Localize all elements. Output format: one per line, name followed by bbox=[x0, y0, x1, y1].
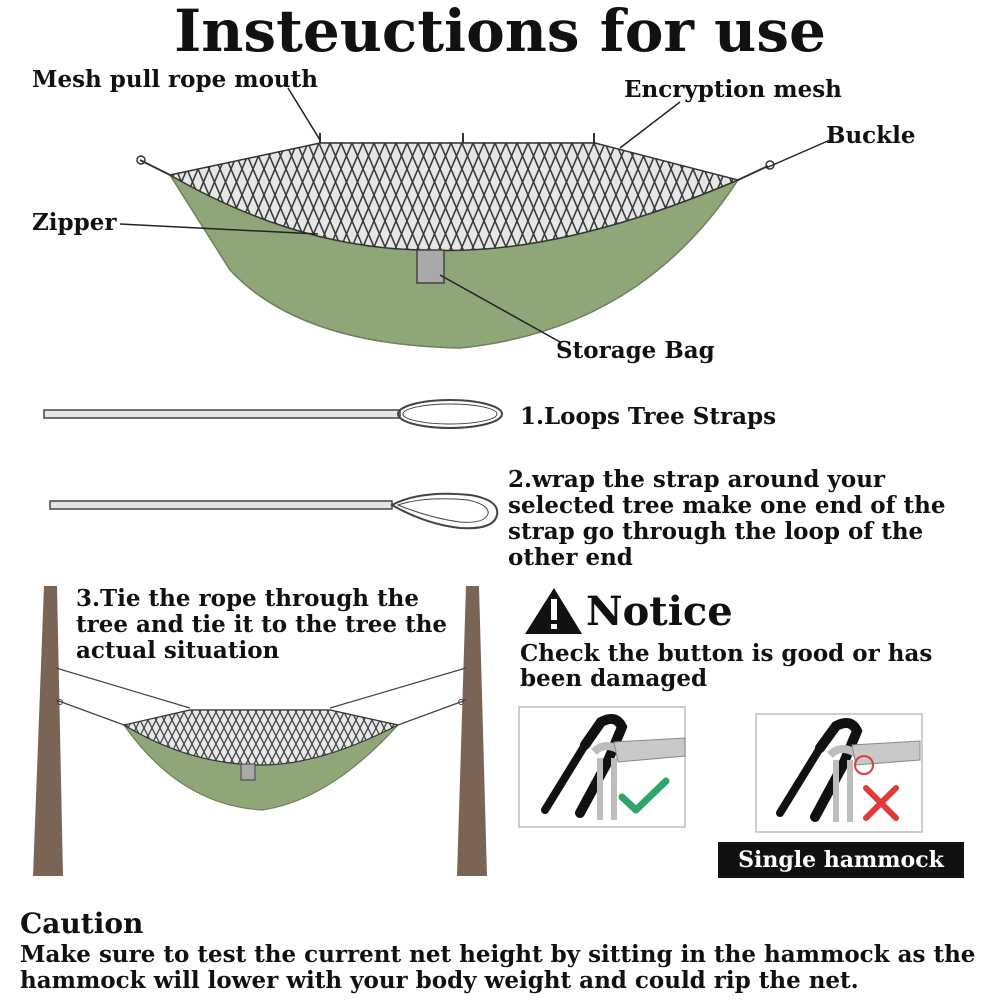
step-3-text: 3.Tie the rope through the tree and tie it to the tree the actual situation bbox=[76, 585, 448, 664]
warning-icon bbox=[525, 588, 582, 634]
notice-title: Notice bbox=[586, 588, 733, 635]
step1-strap bbox=[44, 400, 502, 428]
step-1-text: 1.Loops Tree Straps bbox=[520, 403, 777, 430]
caution-text: Make sure to test the current net height by sitting in the hammock as the hammock will lower with your body weight and could rip the net. bbox=[20, 941, 976, 994]
label-buckle: Buckle bbox=[826, 122, 916, 149]
step2-strap bbox=[50, 494, 497, 528]
caution-title: Caution bbox=[20, 907, 144, 940]
step-2-text: 2.wrap the strap around your selected tree make one end of the strap go through the loop of the other end bbox=[508, 466, 946, 571]
main-hammock bbox=[137, 133, 774, 348]
carabiner-good-panel bbox=[519, 707, 685, 827]
notice-text: Check the button is good or has been damaged bbox=[520, 640, 933, 692]
label-zipper: Zipper bbox=[32, 209, 117, 236]
label-storage-bag: Storage Bag bbox=[556, 337, 715, 364]
page-title: Insteuctions for use bbox=[174, 0, 826, 65]
label-mesh-pull-rope-mouth: Mesh pull rope mouth bbox=[32, 66, 318, 93]
single-hammock-badge: Single hammock bbox=[718, 842, 964, 878]
label-encryption-mesh: Encryption mesh bbox=[624, 76, 842, 103]
carabiner-bad-panel bbox=[756, 714, 922, 832]
